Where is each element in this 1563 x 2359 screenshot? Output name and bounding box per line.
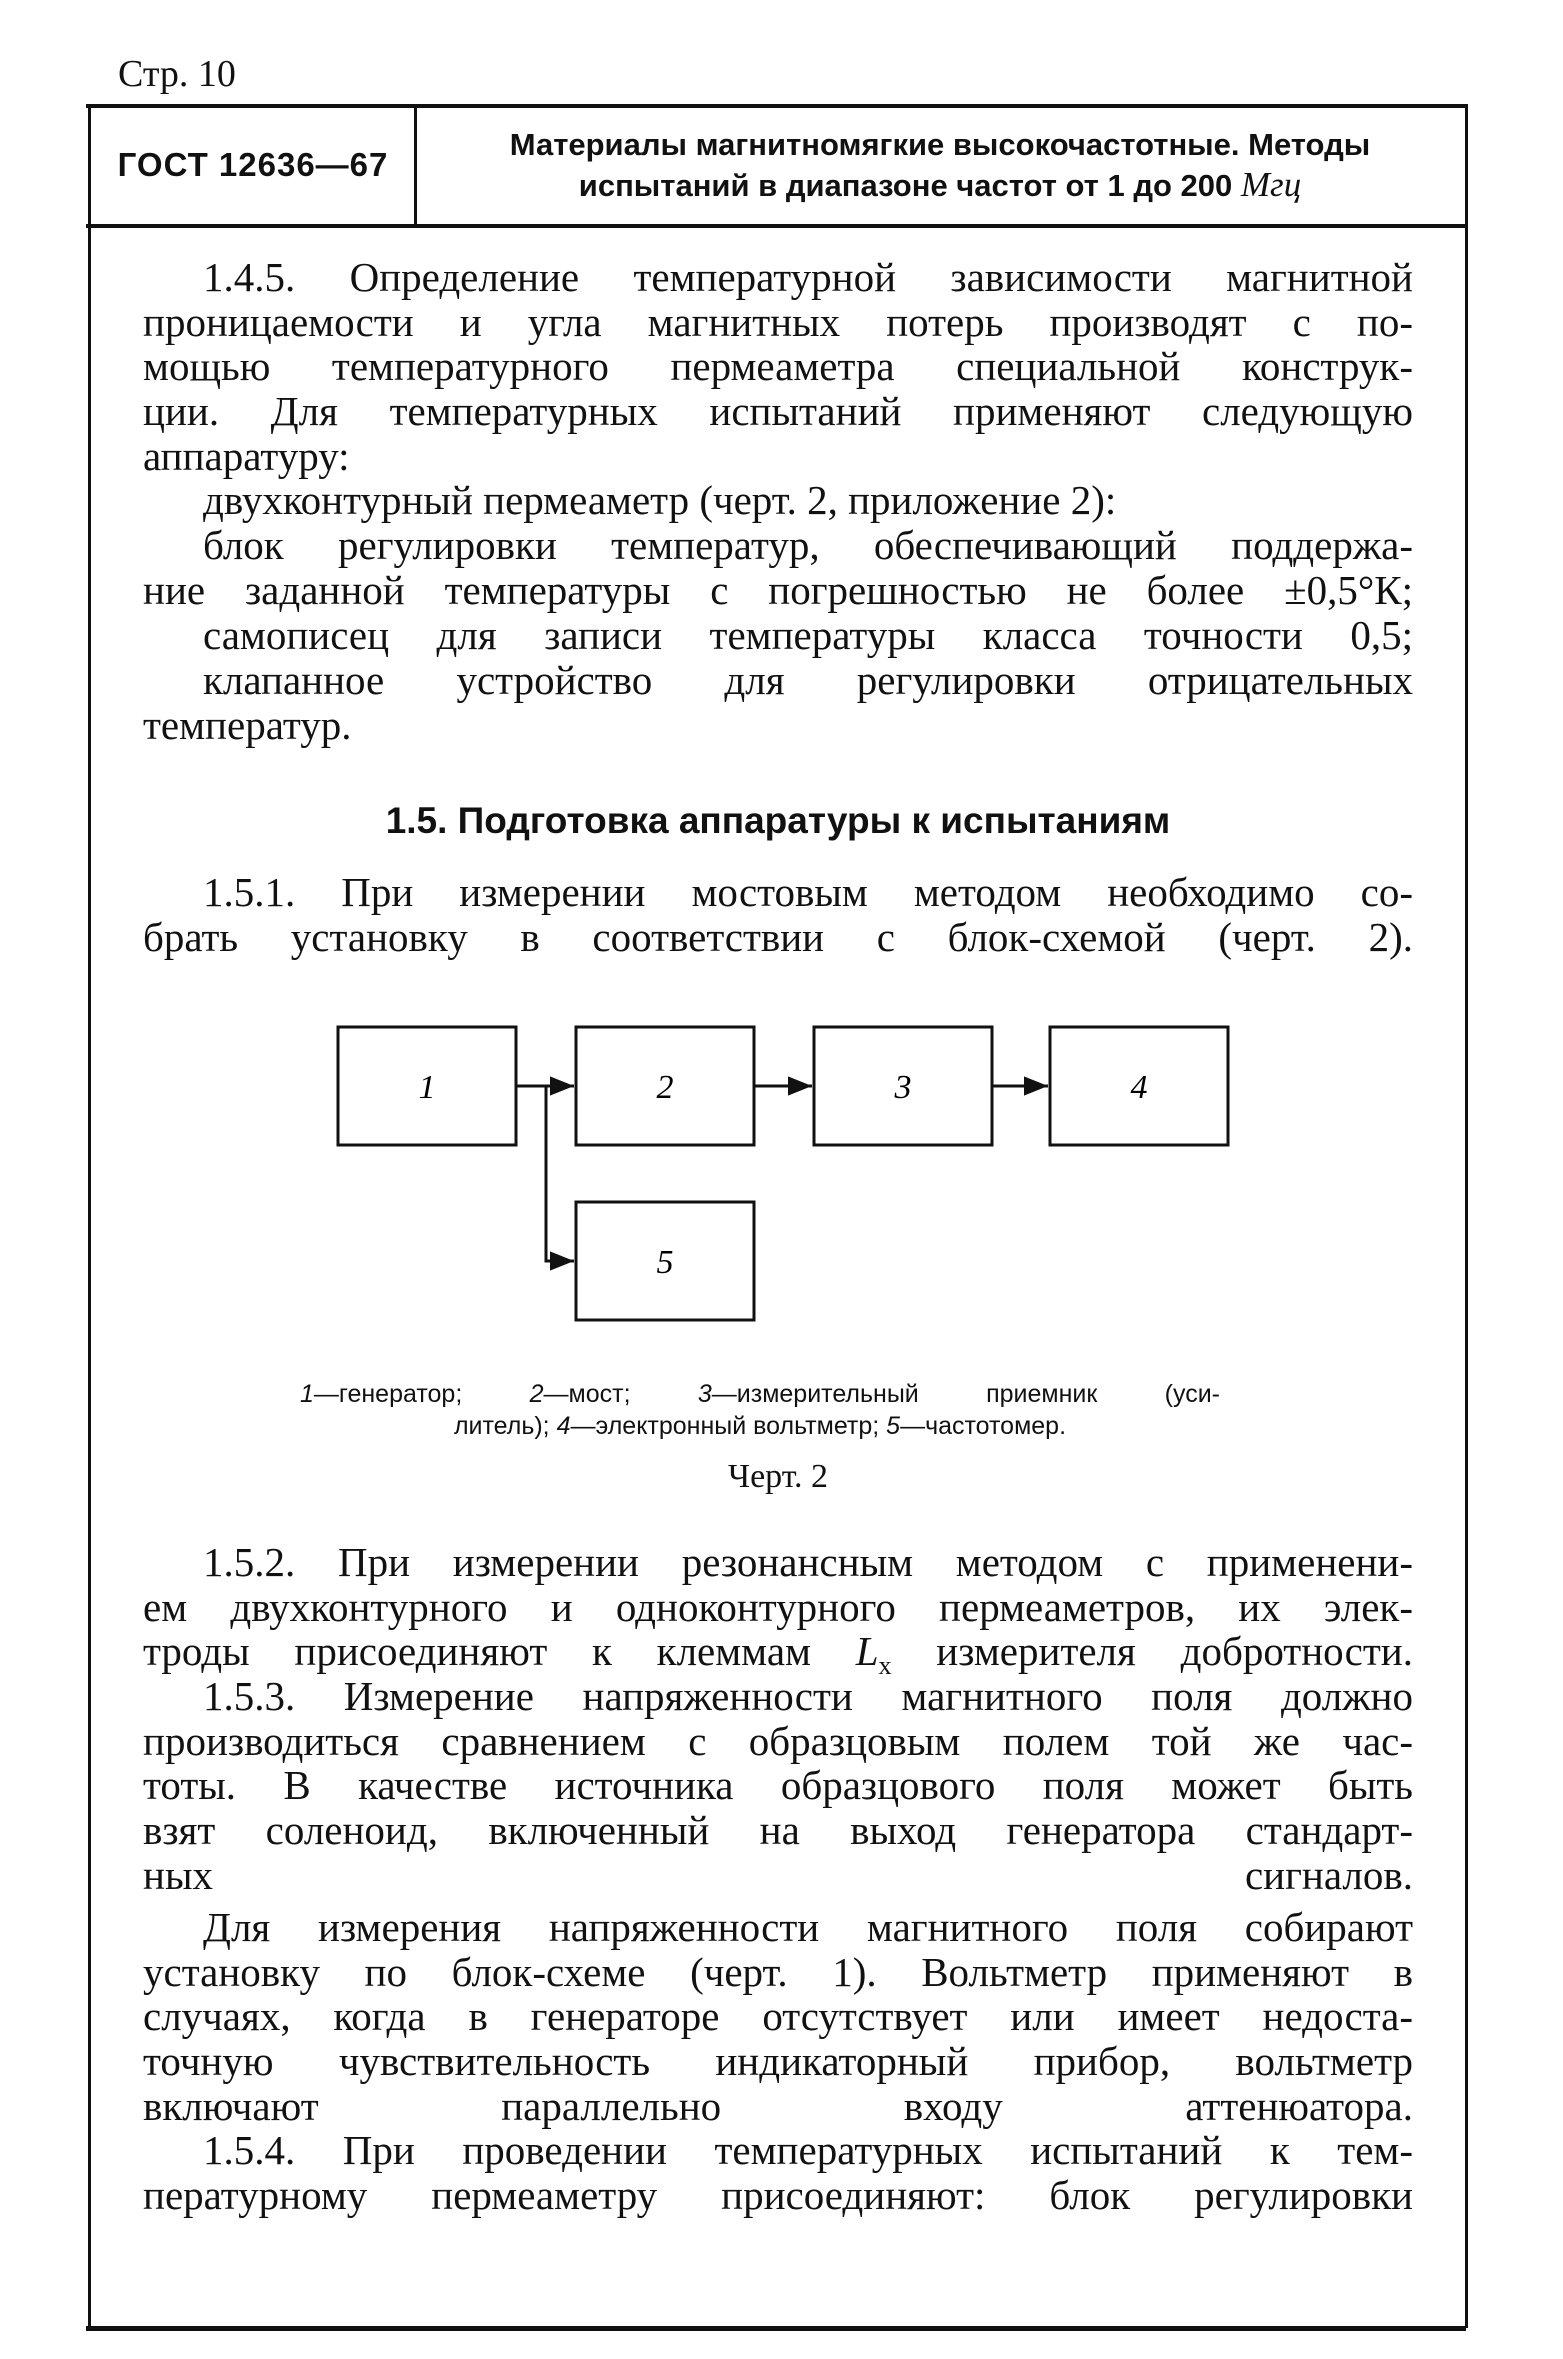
text-line: 1.5.4. При проведении температурных испытаний к тем- (203, 2127, 1413, 2173)
lx-terminal-var: L (855, 1628, 879, 1675)
text-line: ных сигналов. (143, 1851, 1413, 1898)
text-line: взят соленоид, включенный на выход генератора стандарт- (143, 1807, 1413, 1854)
text-line: производиться сравнением с образцовым полем той же час- (143, 1717, 1413, 1764)
section-heading-1-5: 1.5. Подготовка аппаратуры к испытаниям (385, 800, 1171, 841)
text-line: температур. (143, 701, 352, 748)
caption-line-1 (300, 1378, 1220, 1410)
text-line: пературному пермеаметру присоединяют: блок регулировки (143, 2171, 1413, 2218)
text-line: самописец для записи температуры класса точности 0,5; (203, 612, 1413, 658)
block-label-4: 4 (1130, 1069, 1148, 1106)
text-line: троды присоединяют к клеммам $L_x$ измерителя добротности. (143, 1628, 1413, 1681)
title-unit: Мгц (1240, 164, 1302, 204)
caption-text: литель); (453, 1412, 550, 1440)
caption-line-2 (300, 1410, 1220, 1442)
text-line: точную чувствительность индикаторный прибор, вольтметр (143, 2038, 1413, 2085)
text-line: установку по блок-схеме (черт. 1). Вольтметр применяют в (143, 1948, 1413, 1995)
page-number: Стр. 10 (118, 53, 236, 95)
text-line: брать установку в соответствии с блок-схемой (черт. 2). (143, 913, 1413, 960)
text-line: 1.5.3. Измерение напряженности магнитного поля должно (203, 1673, 1413, 1719)
caption-num: 3 (697, 1380, 712, 1408)
text-line: мощью температурного пермеаметра специальной конструк- (143, 343, 1413, 390)
equipment-item-3 (143, 613, 1413, 658)
paragraph-1-5-3 (143, 1674, 1413, 1898)
text-line: включают параллельно входу аттенюатора. (143, 2082, 1413, 2129)
block-label-3: 3 (894, 1069, 912, 1106)
diagram-caption (300, 1378, 1220, 1442)
block-diagram (320, 1010, 1240, 1340)
text-line: 1.5.2. При измерении резонансным методом с применени- (203, 1539, 1413, 1585)
equipment-item-1 (143, 478, 1413, 523)
text-line: проницаемости и угла магнитных потерь производят с по- (143, 298, 1413, 345)
text-line: 1.4.5. Определение температурной зависимости магнитной (203, 254, 1413, 300)
text-line: ции. Для температурных испытаний применяют следующую (143, 388, 1413, 435)
caption-text: —частотомер. (900, 1412, 1067, 1440)
title-line-2-text: испытаний в диапазоне частот от 1 до 200 (578, 167, 1233, 203)
page-bottom-rule (86, 2326, 1466, 2331)
caption-text: —мост; (543, 1380, 631, 1408)
document-title (420, 106, 1460, 224)
gost-code: ГОСТ 12636—67 (117, 146, 389, 183)
title-line-1: Материалы магнитномягкие высокочастотные. Методы (509, 126, 1371, 162)
text-line: двухконтурный пермеаметр (черт. 2, приложение 2): (203, 477, 1117, 523)
caption-text: —генератор; (313, 1380, 463, 1408)
caption-text: —электронный вольтметр; (570, 1412, 880, 1440)
text-line: 1.5.1. При измерении мостовым методом необходимо со- (203, 869, 1413, 915)
header-divider (414, 106, 417, 226)
caption-num: 5 (886, 1412, 901, 1440)
title-line-2 (579, 165, 1301, 206)
block-label-2: 2 (656, 1069, 674, 1106)
equipment-item-4 (143, 658, 1413, 747)
paragraph-1-5-1 (143, 870, 1413, 959)
paragraph-1-5-2 (143, 1540, 1413, 1689)
header-bottom-rule (86, 224, 1466, 228)
text-line: блок регулировки температур, обеспечивающий поддержа- (203, 522, 1413, 568)
paragraph-1-4-5 (143, 255, 1413, 479)
text-line: тоты. В качестве источника образцового поля может быть (143, 1762, 1413, 1809)
caption-num: 2 (529, 1380, 544, 1408)
text-line: аппаратуру: (143, 432, 350, 479)
text-line: случаях, когда в генераторе отсутствует или имеет недоста- (143, 1993, 1413, 2040)
paragraph-1-5-3-cont (143, 1905, 1413, 2129)
text-line: ем двухконтурного и одноконтурного пермеаметров, их элек- (143, 1583, 1413, 1630)
text-line: Для измерения напряженности магнитного поля собирают (203, 1904, 1413, 1950)
figure-label: Черт. 2 (727, 1458, 829, 1495)
text-line: ние заданной температуры с погрешностью не более ±0,5°К; (143, 566, 1413, 613)
text-line: клапанное устройство для регулировки отрицательных (203, 657, 1413, 703)
arrow-1-to-5 (546, 1086, 574, 1261)
block-label-1: 1 (418, 1069, 436, 1106)
lx-terminal-sub: x (878, 1651, 892, 1681)
paragraph-1-5-4 (143, 2128, 1413, 2217)
caption-num: 1 (300, 1380, 314, 1408)
block-label-5: 5 (656, 1244, 674, 1281)
caption-num: 4 (556, 1412, 571, 1440)
equipment-item-2 (143, 523, 1413, 612)
caption-text: —измерительный приемник (уси- (711, 1380, 1220, 1408)
